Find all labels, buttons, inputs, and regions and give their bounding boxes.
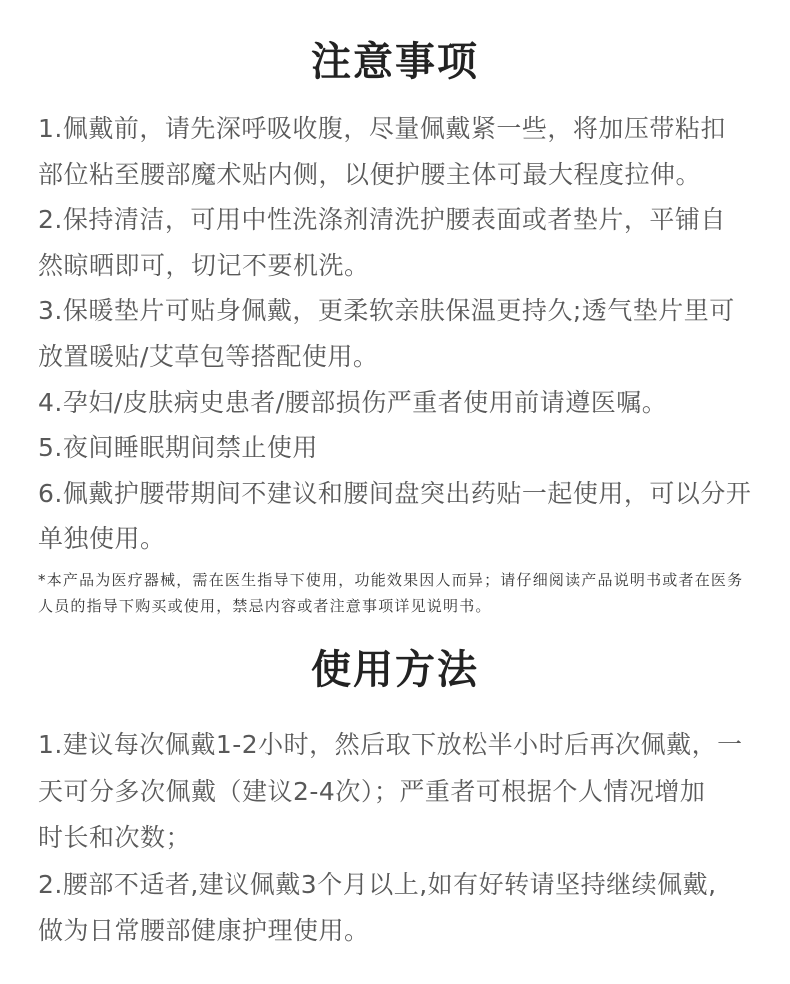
precaution-line: 放置暖贴/艾草包等搭配使用。 <box>38 341 379 371</box>
disclaimer-line: 人员的指导下购买或使用，禁忌内容或者注意事项详见说明书。 <box>38 597 492 615</box>
disclaimer-line: *本产品为医疗器械，需在医生指导下使用，功能效果因人而异；请仔细阅读产品说明书或者在医务 <box>38 571 744 589</box>
precaution-item-3 <box>38 288 783 379</box>
precaution-item-5 <box>38 425 783 471</box>
precaution-item-6 <box>38 471 783 562</box>
precaution-line: 5.夜间睡眠期间禁止使用 <box>38 433 318 463</box>
usage-line: 1.建议每次佩戴1-2小时，然后取下放松半小时后再次佩戴，一 <box>38 730 743 759</box>
usage-list <box>38 722 783 955</box>
precaution-line: 2.保持清洁，可用中性洗涤剂清洗护腰表面或者垫片，平铺自 <box>38 205 726 235</box>
precaution-line: 3.保暖垫片可贴身佩戴，更柔软亲肤保温更持久;透气垫片里可 <box>38 296 735 326</box>
medical-device-disclaimer <box>38 567 783 619</box>
precautions-title: 注意事项 <box>311 39 479 85</box>
usage-item-2 <box>38 862 783 955</box>
precaution-item-2 <box>38 197 783 288</box>
precaution-line: 然晾晒即可，切记不要机洗。 <box>38 250 370 280</box>
usage-line: 2.腰部不适者,建议佩戴3个月以上,如有好转请坚持继续佩戴, <box>38 869 717 899</box>
usage-line: 天可分多次佩戴（建议2-4次）；严重者可根据个人情况增加 <box>38 776 706 806</box>
usage-item-1 <box>38 722 783 862</box>
usage-title: 使用方法 <box>311 647 479 693</box>
usage-line: 做为日常腰部健康护理使用。 <box>38 916 370 945</box>
precaution-line: 1.佩戴前，请先深呼吸收腹，尽量佩戴紧一些，将加压带粘扣 <box>38 114 726 143</box>
precaution-line: 部位粘至腰部魔术贴内侧，以便护腰主体可最大程度拉伸。 <box>38 159 702 189</box>
precaution-line: 6.佩戴护腰带期间不建议和腰间盘突出药贴一起使用，可以分开 <box>38 478 752 508</box>
precaution-line: 单独使用。 <box>38 524 166 554</box>
precaution-item-1 <box>38 106 783 197</box>
precaution-line: 4.孕妇/皮肤病史患者/腰部损伤严重者使用前请遵医嘱。 <box>38 387 668 417</box>
precautions-list <box>38 106 783 562</box>
precaution-item-4 <box>38 380 783 426</box>
usage-line: 时长和次数； <box>38 823 192 852</box>
